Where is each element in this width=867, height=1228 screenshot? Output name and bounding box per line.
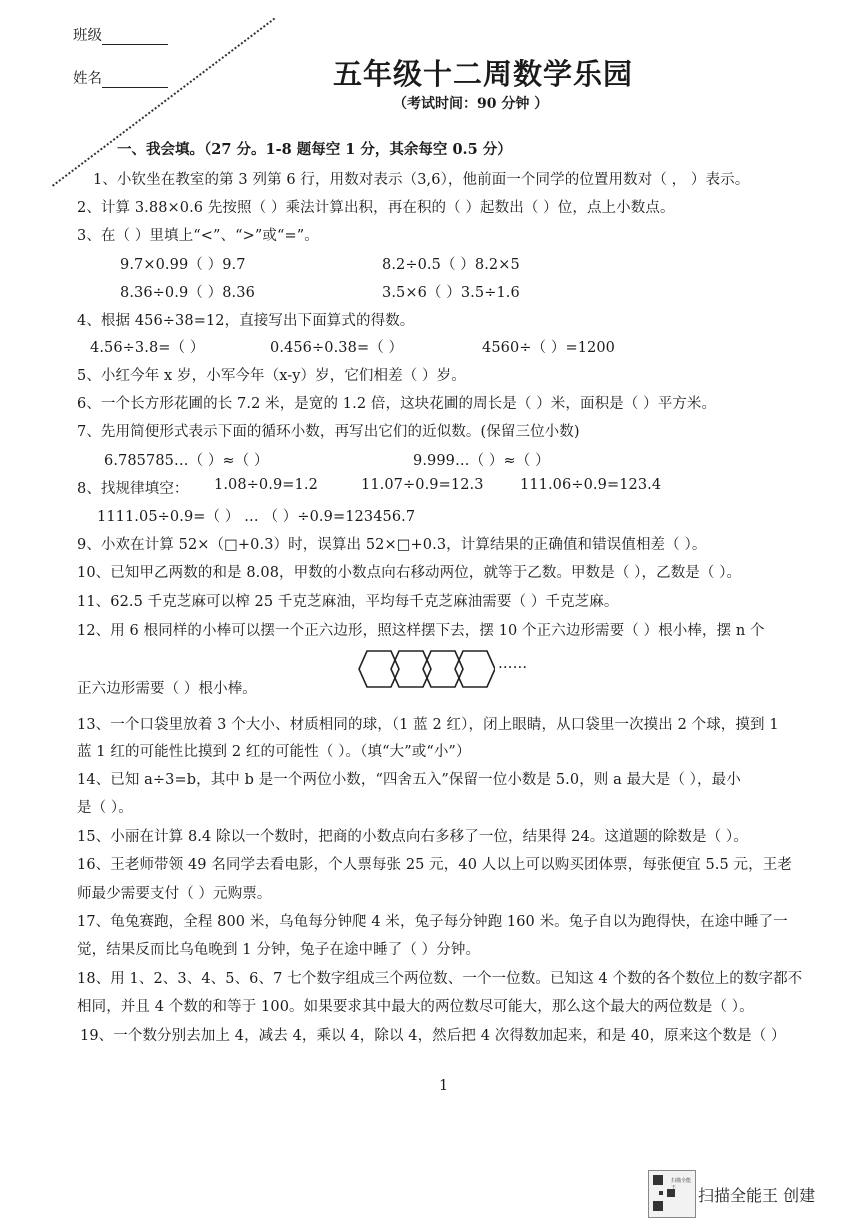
question-15: 15、小丽在计算 8.4 除以一个数时，把商的小数点向右多移了一位，结果得 24。这道题的除数是（ ）。 xyxy=(77,829,748,845)
class-blank[interactable] xyxy=(102,30,168,45)
question-10: 10、已知甲乙两数的和是 8.08，甲数的小数点向右移动两位，就等于乙数。甲数是（ ），乙数是（ ）。 xyxy=(77,565,742,581)
name-field xyxy=(73,67,168,88)
question-7b: 9.999…（ ）≈（ ） xyxy=(413,453,550,469)
question-17: 17、龟兔赛跑，全程 800 米，乌龟每分钟爬 4 米，兔子每分钟跑 160 米。兔子自以为跑得快，在途中睡了一 xyxy=(77,914,788,930)
class-field xyxy=(73,24,168,45)
question-18b: 相同，并且 4 个数的和等于 100。如果要求其中最大的两位数尽可能大，那么这个最大的两位数是（ ）。 xyxy=(77,999,754,1015)
question-13: 13、一个口袋里放着 3 个大小、材质相同的球，（1 蓝 2 红），闭上眼睛，从口袋里一次摸出 2 个球，摸到 1 xyxy=(77,717,779,733)
page-subtitle: （考试时间：90 分钟 ） xyxy=(393,96,549,112)
question-12: 12、用 6 根同样的小棒可以摆一个正六边形，照这样摆下去，摆 10 个正六边形需要（ ）根小棒，摆 n 个 xyxy=(77,623,765,639)
question-8d: 1111.05÷0.9=（ ） … （ ）÷0.9=123456.7 xyxy=(97,509,416,525)
question-3: 3、在（ ）里填上“<”、“>”或“=”。 xyxy=(77,228,319,244)
question-5: 5、小红今年 x 岁，小军今年（x-y）岁，它们相差（ ）岁。 xyxy=(77,368,466,384)
qr-caption: 扫描全能王 xyxy=(671,1178,692,1191)
question-8a: 1.08÷0.9=1.2 xyxy=(214,477,318,493)
hexagon-shape xyxy=(423,651,463,687)
question-17b: 觉，结果反而比乌龟晚到 1 分钟，兔子在途中睡了（ ）分钟。 xyxy=(77,942,481,958)
question-3a: 9.7×0.99（ ）9.7 xyxy=(120,257,246,273)
question-4: 4、根据 456÷38=12，直接写出下面算式的得数。 xyxy=(77,313,415,329)
question-7a: 6.785785…（ ）≈（ ） xyxy=(104,453,269,469)
hexagon-chain-figure xyxy=(355,647,495,693)
question-9: 9、小欢在计算 52×（□+0.3）时，误算出 52×□+0.3，计算结果的正确值和错误值相差（ ）。 xyxy=(77,537,707,553)
question-13b: 蓝 1 红的可能性比摸到 2 红的可能性（ ）。（填“大”或“小”） xyxy=(77,744,471,760)
question-3d: 3.5×6（ ）3.5÷1.6 xyxy=(382,285,520,301)
question-12b: 正六边形需要（ ）根小棒。 xyxy=(77,681,257,697)
question-2: 2、计算 3.88×0.6 先按照（ ）乘法计算出积，再在积的（ ）起数出（ ）位，点上小数点。 xyxy=(77,200,675,216)
question-8c: 111.06÷0.9=123.4 xyxy=(520,477,662,493)
question-3c: 8.36÷0.9（ ）8.36 xyxy=(120,285,255,301)
question-19: 19、一个数分别去加上 4，减去 4，乘以 4，除以 4，然后把 4 次得数加起来，和是 40，原来这个数是（ ） xyxy=(80,1028,786,1044)
question-18: 18、用 1、2、3、4、5、6、7 七个数字组成三个两位数、一个一位数。已知这 4 个数的各个数位上的数字都不 xyxy=(77,971,803,987)
hexagon-shape xyxy=(455,651,495,687)
question-14b: 是（ ）。 xyxy=(77,800,133,816)
hexagon-dots: …… xyxy=(498,656,528,672)
scanner-watermark: 扫描全能王 创建 xyxy=(698,1186,816,1205)
hexagon-shape xyxy=(359,651,399,687)
page-number: 1 xyxy=(439,1078,449,1094)
name-blank[interactable] xyxy=(102,73,168,88)
section-heading: 一、我会填。（27 分。1-8 题每空 1 分，其余每空 0.5 分） xyxy=(117,141,512,158)
name-label: 姓名 xyxy=(73,71,102,87)
scanner-qr-logo xyxy=(648,1170,696,1218)
question-8b: 11.07÷0.9=12.3 xyxy=(361,477,484,493)
question-1: 1、小钦坐在教室的第 3 列第 6 行，用数对表示（3,6），他前面一个同学的位置用数对（ ， ）表示。 xyxy=(93,172,750,188)
question-4c: 4560÷（ ）=1200 xyxy=(482,340,616,356)
question-4b: 0.456÷0.38=（ ） xyxy=(270,340,404,356)
question-8: 8、找规律填空： xyxy=(77,481,189,497)
page-title: 五年级十二周数学乐园 xyxy=(333,57,634,91)
question-16: 16、王老师带领 49 名同学去看电影，个人票每张 25 元，40 人以上可以购买团体票，每张便宜 5.5 元，王老 xyxy=(77,857,792,873)
hexagon-shape xyxy=(391,651,431,687)
class-label: 班级 xyxy=(73,28,102,44)
question-16b: 师最少需要支付（ ）元购票。 xyxy=(77,886,272,902)
question-4a: 4.56÷3.8=（ ） xyxy=(90,340,205,356)
question-14: 14、已知 a÷3=b，其中 b 是一个两位小数，“四舍五入”保留一位小数是 5.0，则 a 最大是（ ），最小 xyxy=(77,772,741,788)
question-3b: 8.2÷0.5（ ）8.2×5 xyxy=(382,257,520,273)
question-6: 6、一个长方形花圃的长 7.2 米，是宽的 1.2 倍，这块花圃的周长是（ ）米，面积是（ ）平方米。 xyxy=(77,396,717,412)
question-11: 11、62.5 千克芝麻可以榨 25 千克芝麻油，平均每千克芝麻油需要（ ）千克芝麻。 xyxy=(77,594,619,610)
question-7: 7、先用简便形式表示下面的循环小数，再写出它们的近似数。(保留三位小数) xyxy=(77,424,580,440)
